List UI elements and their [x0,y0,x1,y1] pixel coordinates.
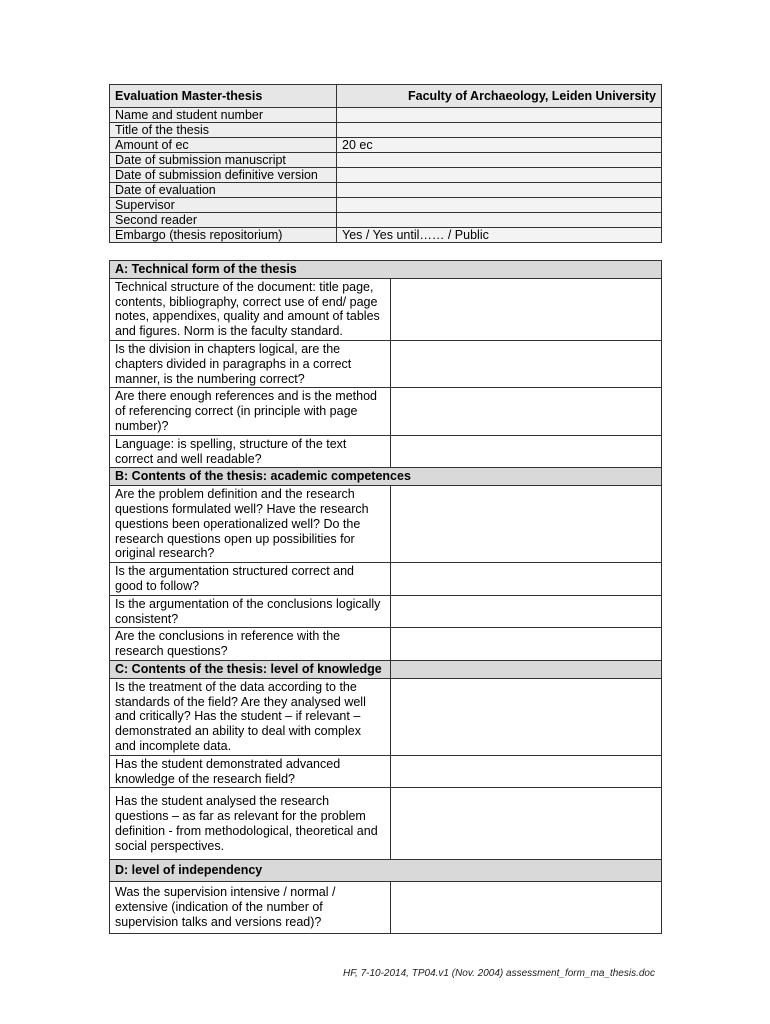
section-heading-row [110,261,662,279]
section-heading: C: Contents of the thesis: level of knowledge [110,660,391,678]
criteria-row [110,435,662,468]
criteria-question: Is the division in chapters logical, are the chapters divided in paragraphs in a correct manner, is the numbering correct? [110,340,391,387]
info-label: Date of submission definitive version [110,168,337,183]
criteria-answer-field[interactable] [391,882,662,933]
info-value-field[interactable] [337,153,662,168]
info-row-evaluation-date [110,183,662,198]
criteria-question: Technical structure of the document: title page, contents, bibliography, correct use of end/ page notes, appendixes, quality and amount of tables and figures. Norm is the faculty standard. [110,278,391,340]
info-row-embargo [110,228,662,243]
criteria-row [110,388,662,435]
info-value-field[interactable] [337,108,662,123]
info-row-second-reader [110,213,662,228]
info-label: Embargo (thesis repositorium) [110,228,337,243]
criteria-row [110,788,662,860]
criteria-row [110,755,662,788]
info-value-field[interactable] [337,168,662,183]
section-heading: B: Contents of the thesis: academic competences [110,468,662,486]
criteria-row [110,486,662,563]
criteria-answer-field[interactable] [391,340,662,387]
info-row-definitive-date [110,168,662,183]
criteria-question: Is the treatment of the data according to the standards of the field? Are they analysed well and critically? Has the student – if relevant –demonstrated an ability to deal with complex and incomplete data. [110,678,391,755]
criteria-row [110,678,662,755]
form-title: Evaluation Master-thesis [110,85,337,108]
info-value-field[interactable]: Yes / Yes until…… / Public [337,228,662,243]
info-label: Second reader [110,213,337,228]
info-label: Date of submission manuscript [110,153,337,168]
criteria-question: Was the supervision intensive / normal / extensive (indication of the number of supervision talks and versions read)? [110,882,391,933]
criteria-answer-field[interactable] [391,388,662,435]
info-row-manuscript-date [110,153,662,168]
info-row-name [110,108,662,123]
info-value-field[interactable]: 20 ec [337,138,662,153]
criteria-answer-field[interactable] [391,486,662,563]
info-label: Amount of ec [110,138,337,153]
section-heading-blank [391,660,662,678]
info-label: Supervisor [110,198,337,213]
info-row-ec [110,138,662,153]
criteria-answer-field[interactable] [391,755,662,788]
criteria-row [110,563,662,596]
criteria-answer-field[interactable] [391,628,662,661]
criteria-question: Are there enough references and is the method of referencing correct (in principle with page number)? [110,388,391,435]
section-heading: D: level of independency [110,860,662,882]
section-heading: A: Technical form of the thesis [110,261,662,279]
criteria-row [110,340,662,387]
info-label: Date of evaluation [110,183,337,198]
criteria-question: Has the student analysed the research questions – as far as relevant for the problem definition - from methodological, theoretical and social perspectives. [110,788,391,860]
form-title-row [110,85,662,108]
info-label: Title of the thesis [110,123,337,138]
criteria-answer-field[interactable] [391,563,662,596]
criteria-answer-field[interactable] [391,678,662,755]
info-value-field[interactable] [337,213,662,228]
criteria-row [110,628,662,661]
criteria-answer-field[interactable] [391,278,662,340]
criteria-question: Has the student demonstrated advanced knowledge of the research field? [110,755,391,788]
info-value-field[interactable] [337,183,662,198]
section-heading-row [110,660,662,678]
faculty-name: Faculty of Archaeology, Leiden University [337,85,662,108]
criteria-question: Is the argumentation structured correct and good to follow? [110,563,391,596]
criteria-row [110,595,662,628]
evaluation-criteria-table [109,260,662,934]
info-label: Name and student number [110,108,337,123]
info-value-field[interactable] [337,198,662,213]
criteria-answer-field[interactable] [391,788,662,860]
section-heading-row [110,468,662,486]
criteria-row [110,882,662,933]
section-heading-row [110,860,662,882]
criteria-question: Are the problem definition and the research questions formulated well? Have the research questions been operationalized well? Do the research questions open up possibilities for original research? [110,486,391,563]
criteria-answer-field[interactable] [391,435,662,468]
document-footer: HF, 7-10-2014, TP04.v1 (Nov. 2004) assessment_form_ma_thesis.doc [342,968,655,979]
thesis-info-table [109,84,662,243]
criteria-answer-field[interactable] [391,595,662,628]
criteria-row [110,278,662,340]
info-row-supervisor [110,198,662,213]
criteria-question: Is the argumentation of the conclusions logically consistent? [110,595,391,628]
criteria-question: Language: is spelling, structure of the text correct and well readable? [110,435,391,468]
info-row-title [110,123,662,138]
info-value-field[interactable] [337,123,662,138]
criteria-question: Are the conclusions in reference with the research questions? [110,628,391,661]
